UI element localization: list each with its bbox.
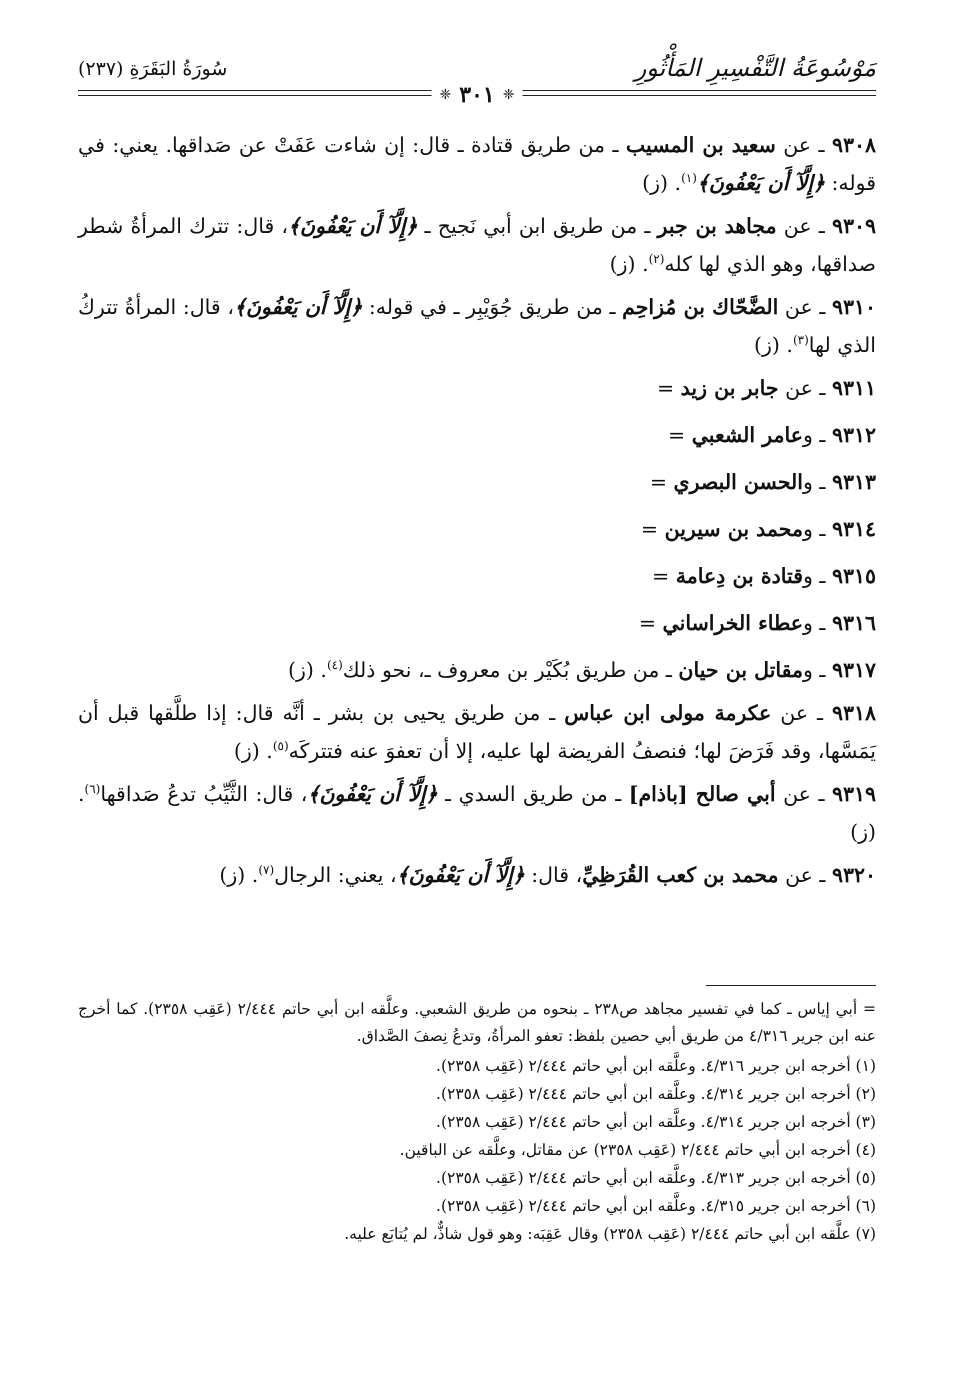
narrator-name: جابر بن زيد	[680, 376, 779, 400]
narrator-name: عطاء الخراساني	[662, 611, 803, 635]
entry-number: ٩٣١٧	[831, 658, 876, 682]
narrator-name: مجاهد بن جبر	[657, 214, 777, 238]
footnote-marker: (١)	[681, 171, 697, 186]
entry-number: ٩٣١١	[831, 376, 876, 400]
entry-number: ٩٣٠٩	[831, 214, 876, 238]
narrator-name: عامر الشعبي	[691, 423, 803, 447]
quran-quote: ﴿إِلَّآ أَن يَعْفُونَ﴾	[396, 863, 525, 887]
main-text	[78, 126, 876, 899]
footnote-item: (٥) أخرجه ابن جرير ٤/٣١٣. وعلَّقه ابن أبي حاتم ٢/٤٤٤ (عَقِب ٢٣٥٨).	[436, 1169, 876, 1187]
narration-entry: ٩٣١٦ ـ وعطاء الخراساني =	[638, 611, 876, 635]
entry-number: ٩٣١٤	[831, 517, 876, 541]
entry-number: ٩٣١٢	[831, 423, 876, 447]
narration-entry: ٩٣١٥ ـ وقتادة بن دِعامة =	[652, 564, 876, 588]
narration-entry: ٩٣١٩ ـ عن أبي صالح [باذام] ـ من طريق السدي ـ ﴿إِلَّآ أَن يَعْفُونَ﴾، قال: الثَّيِّبُ تدعُ صَداقها$^{(٦)}$. (ز)	[78, 782, 877, 844]
narrator-name: الضَّحّاك بن مُزاحِم	[622, 295, 779, 319]
narrator-name: قتادة بن دِعامة	[675, 564, 803, 588]
quran-quote: ﴿إِلَّآ أَن يَعْفُونَ﴾	[288, 214, 418, 238]
quran-quote: ﴿إِلَّآ أَن يَعْفُونَ﴾	[307, 782, 438, 806]
footnote-marker: (٣)	[792, 333, 809, 348]
footnotes	[78, 996, 876, 1248]
narrator-name: أبي صالح [باذام]	[628, 782, 776, 806]
footnote-item: (١) أخرجه ابن جرير ٤/٣١٦. وعلَّقه ابن أبي حاتم ٢/٤٤٤ (عَقِب ٢٣٥٨).	[436, 1057, 876, 1075]
narration-entry: ٩٣١٤ ـ ومحمد بن سيرين =	[640, 517, 876, 541]
narration-entry: ٩٣٠٨ ـ عن سعيد بن المسيب ـ من طريق قتادة ـ قال: إن شاءت عَفَتْ عن صَداقها. يعني: في قوله: ﴿إِلَّآ أَن يَعْفُونَ﴾$^{(١)}$. (ز)	[78, 133, 876, 195]
book-title: مَوْسُوعَةُ التَّفْسِيرِ المَأْثُورِ	[634, 54, 876, 82]
footnote-marker: (٢)	[648, 252, 665, 267]
narration-entry: ٩٣٠٩ ـ عن مجاهد بن جبر ـ من طريق ابن أبي نَجيح ـ ﴿إِلَّآ أَن يَعْفُونَ﴾، قال: تترك المرأةُ شطر صداقها، وهو الذي لها كله$^{(٢)}$. (ز)	[78, 214, 876, 276]
narrator-name: سعيد بن المسيب	[625, 133, 776, 157]
narrator-name: عكرمة مولى ابن عباس	[564, 701, 772, 725]
entry-number: ٩٣١٠	[831, 295, 877, 319]
entry-number: ٩٣١٦	[831, 611, 876, 635]
quran-quote: ﴿إِلَّآ أَن يَعْفُونَ﴾	[696, 171, 825, 195]
footnote-item: (٣) أخرجه ابن جرير ٤/٣١٤. وعلَّقه ابن أبي حاتم ٢/٤٤٤ (عَقِب ٢٣٥٨).	[436, 1113, 876, 1131]
page-number: ٣٠١	[459, 82, 495, 108]
narration-entry: ٩٣٢٠ ـ عن محمد بن كعب القُرَظِيِّ، قال: ﴿إِلَّآ أَن يَعْفُونَ﴾، يعني: الرجال$^{(٧)}$. (ز)	[219, 863, 876, 887]
footnote-item: (٤) أخرجه ابن أبي حاتم ٢/٤٤٤ (عَقِب ٢٣٥٨) عن مقاتل، وعلَّقه عن الباقين.	[399, 1141, 876, 1159]
footnote-item: (٢) أخرجه ابن جرير ٤/٣١٤. وعلَّقه ابن أبي حاتم ٢/٤٤٤ (عَقِب ٢٣٥٨).	[436, 1085, 876, 1103]
quran-quote: ﴿إِلَّآ أَن يَعْفُونَ﴾	[233, 295, 363, 319]
narration-entry: ٩٣١٢ ـ وعامر الشعبي =	[667, 423, 876, 447]
entry-number: ٩٣٠٨	[831, 133, 876, 157]
ornament-left-icon: ❈	[439, 87, 452, 103]
footnote-continuation: = أبي إياس ـ كما في تفسير مجاهد ص٢٣٨ ـ بنحوه من طريق الشعبي. وعلَّقه ابن أبي حاتم ٢/٤٤٤ (عَقِب ٢٣٥٨). كما أخرج عنه ابن جرير ٤/٣١٦ من طريق أبي حصين بلفظ: تعفو المرأةُ، وتدعُ نِصفَ الصَّداق.	[78, 1000, 877, 1045]
footnote-marker: (٧)	[258, 863, 275, 878]
surah-reference: سُورَةُ البَقَرَةِ (٢٣٧)	[78, 58, 228, 80]
footnote-item: (٧) علَّقه ابن أبي حاتم ٢/٤٤٤ (عَقِب ٢٣٥٨) وقال عَقِبَه: وهو قول شاذٌّ، لم يُتابَع عليه.	[344, 1225, 876, 1243]
narration-entry: ٩٣١٨ ـ عن عكرمة مولى ابن عباس ـ من طريق يحيى بن بشر ـ أنَّه قال: إذا طلَّقها قبل أن يَمَسَّها، وقد فَرَضَ لها؛ فنصفُ الفريضة لها عليه، إلا أن تعفوَ عنه فتتركَه$^{(٥)}$. (ز)	[78, 701, 876, 763]
ornament-right-icon: ❈	[502, 87, 515, 103]
entry-number: ٩٣٢٠	[831, 863, 876, 887]
footnote-marker: (٥)	[272, 739, 289, 754]
entry-number: ٩٣١٨	[831, 701, 876, 725]
page-number-box	[432, 82, 523, 108]
entry-number: ٩٣١٥	[831, 564, 876, 588]
narrator-name: محمد بن كعب القُرَظِيِّ	[582, 863, 779, 887]
narration-entry: ٩٣١١ ـ عن جابر بن زيد =	[656, 376, 876, 400]
narrator-name: محمد بن سيرين	[664, 517, 803, 541]
footnote-marker: (٦)	[84, 782, 101, 797]
entry-number: ٩٣١٣	[831, 470, 876, 494]
entry-number: ٩٣١٩	[831, 782, 877, 806]
footnote-item: (٦) أخرجه ابن جرير ٤/٣١٥. وعلَّقه ابن أبي حاتم ٢/٤٤٤ (عَقِب ٢٣٥٨).	[436, 1197, 876, 1215]
footnote-separator	[706, 985, 876, 986]
page-header	[78, 52, 876, 112]
narration-entry: ٩٣١٣ ـ والحسن البصري =	[649, 470, 876, 494]
narrator-name: مقاتل بن حيان	[678, 658, 803, 682]
narrator-name: الحسن البصري	[673, 470, 803, 494]
narration-entry: ٩٣١٧ ـ ومقاتل بن حيان ـ من طريق بُكَيْر بن معروف ـ، نحو ذلك$^{(٤)}$. (ز)	[288, 658, 876, 682]
narration-entry: ٩٣١٠ ـ عن الضَّحّاك بن مُزاحِم ـ من طريق جُوَيْبِر ـ في قوله: ﴿إِلَّآ أَن يَعْفُونَ﴾، قال: المرأةُ تتركُ الذي لها$^{(٣)}$. (ز)	[78, 295, 877, 357]
footnote-marker: (٤)	[326, 658, 343, 673]
